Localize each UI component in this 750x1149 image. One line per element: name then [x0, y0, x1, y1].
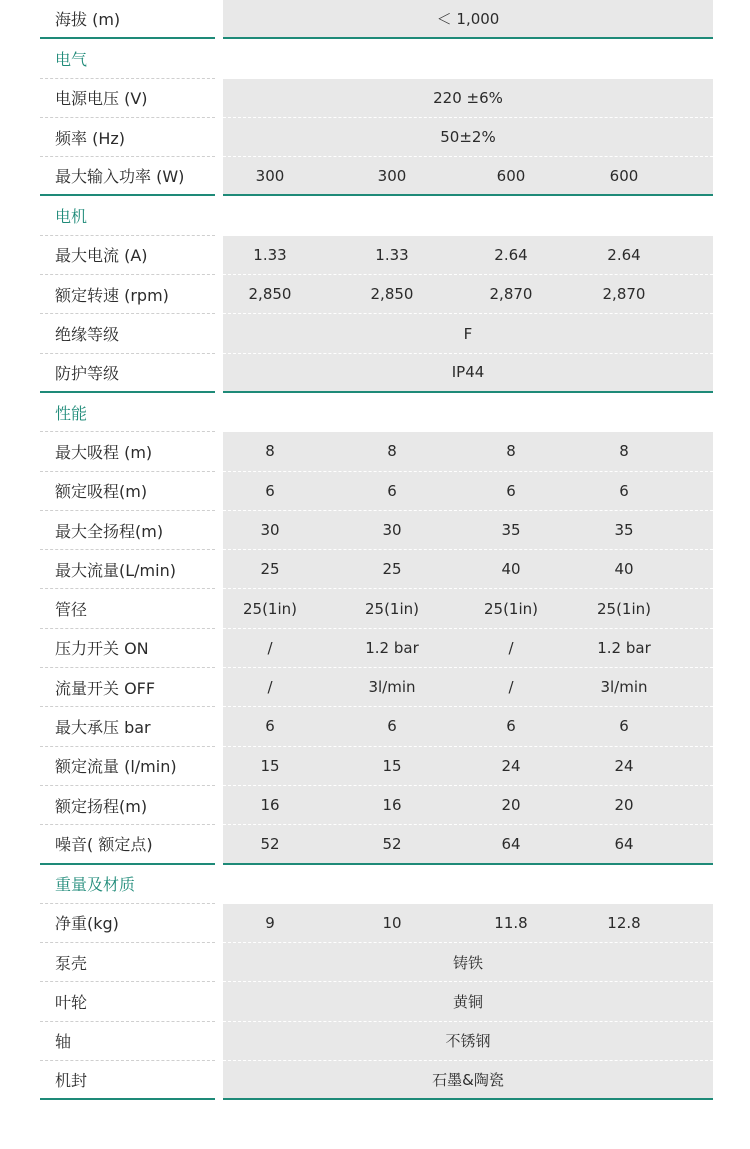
spec-value-merged: 220 ±6%	[433, 88, 503, 107]
spec-value-model-2: 25(1in)	[364, 599, 419, 618]
spec-values	[223, 629, 713, 668]
spec-values	[223, 707, 713, 746]
spec-value-model-3: 2,870	[489, 285, 533, 304]
spec-value-model-4: 8	[619, 442, 629, 461]
spec-value-merged: 铸铁	[452, 953, 483, 972]
spec-row	[0, 982, 750, 1021]
spec-value-model-4: 2.64	[607, 245, 641, 264]
spec-value-model-3: 25(1in)	[483, 599, 538, 618]
spec-value-model-1: 2,850	[248, 285, 292, 304]
spec-value-model-3: /	[508, 678, 514, 697]
spec-value-model-2: 8	[387, 442, 397, 461]
spec-values	[223, 157, 713, 196]
section-header-row	[0, 39, 750, 78]
spec-label: 最大吸程 (m)	[40, 432, 215, 471]
spec-label: 频率 (Hz)	[40, 118, 215, 157]
spec-row	[0, 707, 750, 746]
section-title: 电机	[40, 196, 215, 235]
spec-row	[0, 825, 750, 864]
spec-value-model-4: 20	[614, 796, 634, 815]
spec-values	[223, 354, 713, 393]
spec-value-model-2: 10	[382, 913, 402, 932]
spec-row	[0, 236, 750, 275]
spec-value-model-4: 3l/min	[600, 678, 648, 697]
spec-value-model-2: 300	[377, 166, 407, 185]
spec-label: 管径	[40, 589, 215, 628]
spec-value-merged: ＜ 1,000	[436, 10, 500, 29]
spec-label: 额定转速 (rpm)	[40, 275, 215, 314]
spec-row	[0, 668, 750, 707]
spec-value-model-1: 25(1in)	[242, 599, 297, 618]
spec-values	[223, 1022, 713, 1061]
spec-label: 叶轮	[40, 982, 215, 1021]
spec-value-model-3: 64	[501, 834, 521, 853]
spec-value-merged: F	[463, 324, 473, 343]
spec-value-model-1: 52	[260, 834, 280, 853]
spec-values	[223, 865, 713, 904]
spec-values	[223, 943, 713, 982]
spec-label: 流量开关 OFF	[40, 668, 215, 707]
spec-row	[0, 629, 750, 668]
spec-value-merged: 50±2%	[440, 128, 496, 147]
spec-label: 压力开关 ON	[40, 629, 215, 668]
spec-value-model-2: 3l/min	[368, 678, 416, 697]
spec-label: 泵壳	[40, 943, 215, 982]
spec-value-model-1: 1.33	[253, 245, 287, 264]
spec-value-model-3: 600	[496, 166, 526, 185]
spec-value-model-3: 40	[501, 560, 521, 579]
section-header-row	[0, 865, 750, 904]
spec-label: 最大输入功率 (W)	[40, 157, 215, 196]
spec-row	[0, 747, 750, 786]
spec-row	[0, 511, 750, 550]
spec-value-merged: 黄铜	[452, 993, 483, 1012]
spec-value-model-1: 9	[265, 913, 275, 932]
spec-value-model-4: 24	[614, 756, 634, 775]
spec-value-model-1: 6	[265, 717, 275, 736]
spec-value-model-4: 12.8	[607, 913, 641, 932]
spec-value-model-1: 15	[260, 756, 280, 775]
section-title: 性能	[40, 393, 215, 432]
spec-value-model-4: 1.2 bar	[597, 638, 651, 657]
spec-value-model-1: 30	[260, 521, 280, 539]
spec-values	[223, 472, 713, 511]
section-title: 电气	[40, 39, 215, 78]
spec-label: 最大电流 (A)	[40, 236, 215, 275]
spec-value-model-1: /	[267, 638, 273, 657]
spec-label: 最大承压 bar	[40, 707, 215, 746]
spec-values	[223, 432, 713, 471]
spec-values	[223, 747, 713, 786]
section-header-row	[0, 393, 750, 432]
spec-values	[223, 904, 713, 943]
spec-values	[223, 393, 713, 432]
spec-row	[0, 118, 750, 157]
spec-value-model-1: 8	[265, 442, 275, 461]
spec-value-model-3: 2.64	[494, 245, 528, 264]
spec-values	[223, 0, 713, 39]
spec-value-model-2: 6	[387, 717, 397, 736]
spec-value-model-4: 35	[614, 521, 634, 539]
spec-value-model-1: 25	[260, 560, 280, 579]
spec-value-model-3: 20	[501, 796, 521, 815]
spec-values	[223, 550, 713, 589]
spec-row	[0, 0, 750, 39]
spec-values	[223, 668, 713, 707]
spec-label: 防护等级	[40, 354, 215, 393]
spec-label: 轴	[40, 1022, 215, 1061]
spec-row	[0, 943, 750, 982]
spec-value-model-3: 6	[506, 717, 516, 736]
spec-values	[223, 786, 713, 825]
spec-row	[0, 1061, 750, 1100]
spec-value-model-4: 6	[619, 481, 629, 500]
spec-label: 噪音( 额定点)	[40, 825, 215, 864]
spec-label: 净重(kg)	[40, 904, 215, 943]
spec-value-model-2: 6	[387, 481, 397, 500]
spec-row	[0, 904, 750, 943]
spec-value-model-3: 35	[501, 521, 521, 539]
spec-value-model-4: 6	[619, 717, 629, 736]
spec-value-merged: 不锈钢	[445, 1032, 491, 1051]
spec-value-model-3: 11.8	[494, 913, 528, 932]
spec-row	[0, 589, 750, 628]
spec-value-model-2: 30	[382, 521, 402, 539]
spec-row	[0, 472, 750, 511]
spec-row	[0, 786, 750, 825]
spec-value-model-4: 25(1in)	[596, 599, 651, 618]
spec-label: 绝缘等级	[40, 314, 215, 353]
spec-value-model-2: 25	[382, 560, 402, 579]
spec-value-model-2: 1.33	[375, 245, 409, 264]
spec-value-model-3: /	[508, 638, 514, 657]
spec-values	[223, 275, 713, 314]
spec-value-model-1: 16	[260, 796, 280, 815]
spec-value-model-4: 64	[614, 834, 634, 853]
spec-label: 额定吸程(m)	[40, 472, 215, 511]
spec-values	[223, 236, 713, 275]
spec-value-model-2: 52	[382, 834, 402, 853]
spec-row	[0, 275, 750, 314]
spec-value-merged: 石墨&陶瓷	[432, 1071, 504, 1090]
spec-values	[223, 314, 713, 353]
spec-row	[0, 157, 750, 196]
spec-row	[0, 1022, 750, 1061]
spec-value-model-2: 16	[382, 796, 402, 815]
spec-value-model-2: 2,850	[370, 285, 414, 304]
spec-row	[0, 354, 750, 393]
spec-value-model-4: 2,870	[602, 285, 646, 304]
section-title: 重量及材质	[40, 865, 215, 904]
spec-values	[223, 39, 713, 78]
spec-label: 额定流量 (l/min)	[40, 747, 215, 786]
spec-values	[223, 511, 713, 550]
spec-value-model-3: 6	[506, 481, 516, 500]
section-header-row	[0, 196, 750, 235]
spec-value-model-4: 40	[614, 560, 634, 579]
spec-row	[0, 314, 750, 353]
spec-values	[223, 196, 713, 235]
spec-values	[223, 1061, 713, 1100]
spec-values	[223, 118, 713, 157]
spec-label: 最大流量(L/min)	[40, 550, 215, 589]
spec-values	[223, 982, 713, 1021]
spec-value-model-1: 6	[265, 481, 275, 500]
spec-label: 海拔 (m)	[40, 0, 215, 39]
spec-label: 电源电压 (V)	[40, 79, 215, 118]
spec-value-model-4: 600	[609, 166, 639, 185]
spec-value-model-1: /	[267, 678, 273, 697]
spec-value-merged: IP44	[451, 363, 485, 382]
spec-values	[223, 589, 713, 628]
spec-row	[0, 432, 750, 471]
spec-value-model-1: 300	[255, 166, 285, 185]
spec-value-model-3: 8	[506, 442, 516, 461]
spec-values	[223, 825, 713, 864]
spec-label: 额定扬程(m)	[40, 786, 215, 825]
spec-value-model-3: 24	[501, 756, 521, 775]
spec-label: 最大全扬程(m)	[40, 511, 215, 550]
spec-row	[0, 550, 750, 589]
spec-value-model-2: 15	[382, 756, 402, 775]
spec-values	[223, 79, 713, 118]
spec-label: 机封	[40, 1061, 215, 1100]
spec-value-model-2: 1.2 bar	[365, 638, 419, 657]
spec-row	[0, 79, 750, 118]
